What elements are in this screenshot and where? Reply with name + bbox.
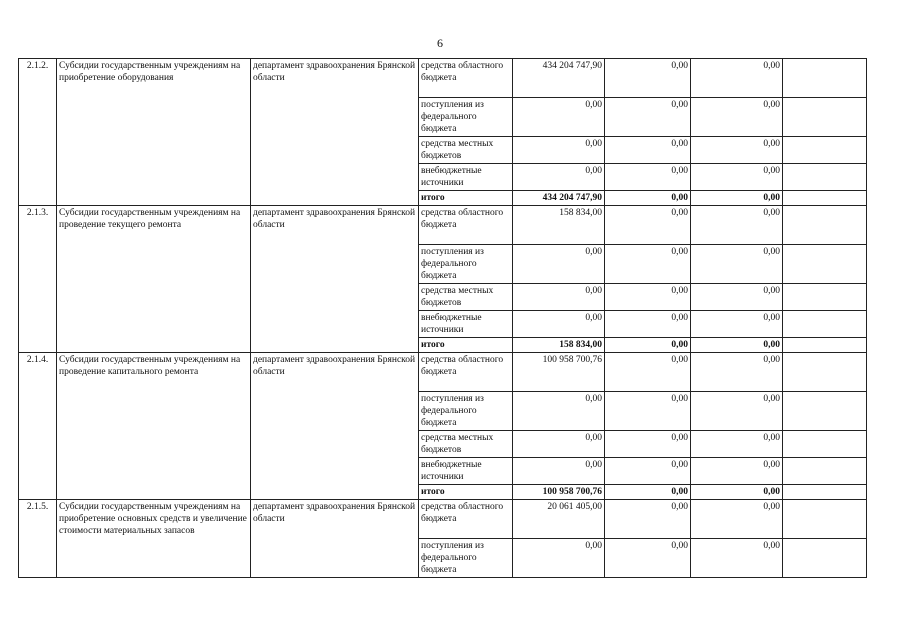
amount-year-2: 0,00 [605, 191, 691, 206]
amount-year-2: 0,00 [605, 485, 691, 500]
amount-year-2: 0,00 [605, 311, 691, 338]
empty-cell [783, 59, 867, 98]
amount-year-2: 0,00 [605, 431, 691, 458]
item-name: Субсидии государственным учреждениям на приобретение основных средств и увеличение стоимости материальных запасов [57, 500, 251, 578]
table-row [19, 353, 867, 392]
responsible-department: департамент здравоохранения Брянской области [251, 59, 419, 206]
amount-year-1: 0,00 [513, 539, 605, 578]
amount-year-3: 0,00 [691, 539, 783, 578]
amount-year-3: 0,00 [691, 98, 783, 137]
amount-year-1: 100 958 700,76 [513, 353, 605, 392]
funding-source: средства местных бюджетов [419, 284, 513, 311]
amount-year-3: 0,00 [691, 338, 783, 353]
amount-year-2: 0,00 [605, 137, 691, 164]
responsible-department: департамент здравоохранения Брянской области [251, 353, 419, 500]
amount-year-2: 0,00 [605, 206, 691, 245]
empty-cell [783, 311, 867, 338]
empty-cell [783, 284, 867, 311]
table-row [19, 206, 867, 245]
amount-year-1: 0,00 [513, 431, 605, 458]
funding-source: внебюджетные источники [419, 311, 513, 338]
amount-year-1: 0,00 [513, 137, 605, 164]
empty-cell [783, 164, 867, 191]
amount-year-1: 158 834,00 [513, 338, 605, 353]
item-number: 2.1.2. [19, 59, 57, 206]
empty-cell [783, 98, 867, 137]
funding-source: поступления из федерального бюджета [419, 245, 513, 284]
amount-year-2: 0,00 [605, 164, 691, 191]
empty-cell [783, 392, 867, 431]
empty-cell [783, 431, 867, 458]
amount-year-2: 0,00 [605, 539, 691, 578]
amount-year-2: 0,00 [605, 392, 691, 431]
empty-cell [783, 485, 867, 500]
empty-cell [783, 500, 867, 539]
empty-cell [783, 137, 867, 164]
empty-cell [783, 206, 867, 245]
empty-cell [783, 338, 867, 353]
funding-source: средства областного бюджета [419, 206, 513, 245]
amount-year-1: 0,00 [513, 284, 605, 311]
funding-source: средства местных бюджетов [419, 137, 513, 164]
table-row [19, 59, 867, 98]
table-body [19, 59, 867, 578]
responsible-department: департамент здравоохранения Брянской области [251, 500, 419, 578]
amount-year-3: 0,00 [691, 206, 783, 245]
funding-source: средства местных бюджетов [419, 431, 513, 458]
amount-year-1: 0,00 [513, 392, 605, 431]
amount-year-2: 0,00 [605, 500, 691, 539]
table-row [19, 500, 867, 539]
funding-source: внебюджетные источники [419, 458, 513, 485]
amount-year-3: 0,00 [691, 284, 783, 311]
funding-source: внебюджетные источники [419, 164, 513, 191]
amount-year-3: 0,00 [691, 485, 783, 500]
item-name: Субсидии государственным учреждениям на приобретение оборудования [57, 59, 251, 206]
amount-year-1: 158 834,00 [513, 206, 605, 245]
amount-year-3: 0,00 [691, 311, 783, 338]
amount-year-1: 0,00 [513, 98, 605, 137]
funding-source: средства областного бюджета [419, 500, 513, 539]
funding-source: средства областного бюджета [419, 353, 513, 392]
item-name: Субсидии государственным учреждениям на проведение текущего ремонта [57, 206, 251, 353]
amount-year-1: 20 061 405,00 [513, 500, 605, 539]
budget-table [18, 58, 867, 578]
empty-cell [783, 458, 867, 485]
empty-cell [783, 245, 867, 284]
amount-year-3: 0,00 [691, 431, 783, 458]
funding-source: поступления из федерального бюджета [419, 392, 513, 431]
amount-year-1: 434 204 747,90 [513, 191, 605, 206]
funding-source: поступления из федерального бюджета [419, 98, 513, 137]
funding-source: поступления из федерального бюджета [419, 539, 513, 578]
amount-year-1: 434 204 747,90 [513, 59, 605, 98]
funding-source: итого [419, 338, 513, 353]
amount-year-3: 0,00 [691, 245, 783, 284]
amount-year-2: 0,00 [605, 338, 691, 353]
amount-year-3: 0,00 [691, 353, 783, 392]
responsible-department: департамент здравоохранения Брянской области [251, 206, 419, 353]
funding-source: итого [419, 485, 513, 500]
amount-year-2: 0,00 [605, 245, 691, 284]
amount-year-1: 0,00 [513, 458, 605, 485]
amount-year-1: 0,00 [513, 245, 605, 284]
amount-year-1: 0,00 [513, 164, 605, 191]
item-number: 2.1.5. [19, 500, 57, 578]
amount-year-3: 0,00 [691, 392, 783, 431]
amount-year-2: 0,00 [605, 59, 691, 98]
amount-year-2: 0,00 [605, 284, 691, 311]
amount-year-3: 0,00 [691, 500, 783, 539]
amount-year-1: 100 958 700,76 [513, 485, 605, 500]
amount-year-3: 0,00 [691, 164, 783, 191]
page-number: 6 [437, 36, 443, 50]
amount-year-2: 0,00 [605, 98, 691, 137]
item-number: 2.1.4. [19, 353, 57, 500]
empty-cell [783, 539, 867, 578]
funding-source: итого [419, 191, 513, 206]
amount-year-3: 0,00 [691, 59, 783, 98]
amount-year-2: 0,00 [605, 353, 691, 392]
empty-cell [783, 353, 867, 392]
funding-source: средства областного бюджета [419, 59, 513, 98]
amount-year-3: 0,00 [691, 191, 783, 206]
amount-year-3: 0,00 [691, 137, 783, 164]
empty-cell [783, 191, 867, 206]
amount-year-3: 0,00 [691, 458, 783, 485]
amount-year-2: 0,00 [605, 458, 691, 485]
amount-year-1: 0,00 [513, 311, 605, 338]
item-number: 2.1.3. [19, 206, 57, 353]
item-name: Субсидии государственным учреждениям на проведение капитального ремонта [57, 353, 251, 500]
